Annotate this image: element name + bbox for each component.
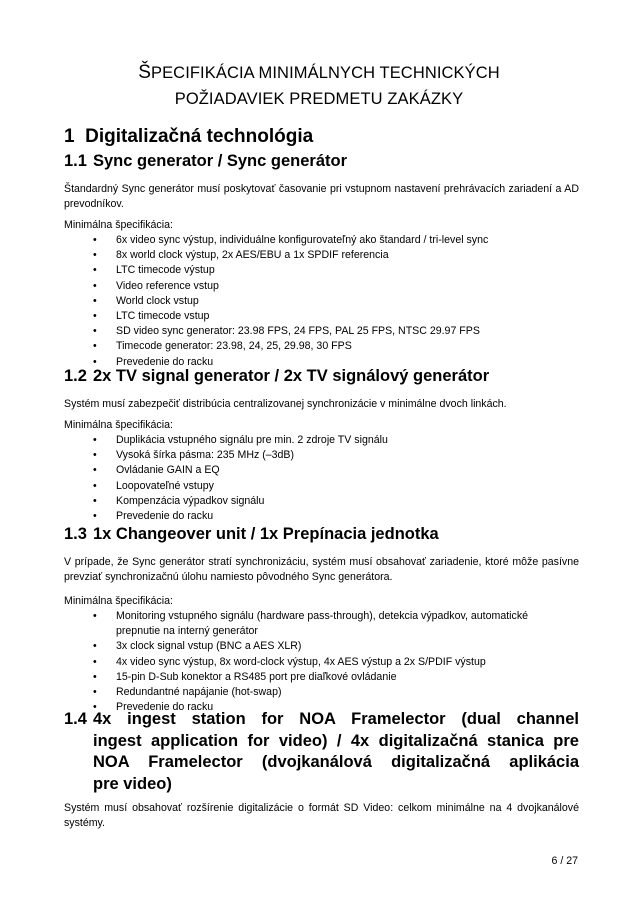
- list-item: • 8x world clock výstup, 2x AES/EBU a 1x SPDIF referencia: [64, 248, 564, 263]
- section-title: Digitalizačná technológia: [85, 126, 314, 147]
- list-item: • Loopovateľné vstupy: [64, 479, 564, 494]
- spec-list-1-1: [64, 233, 564, 370]
- heading-line: ingest application for video) / 4x digitalizačná stanica pre: [93, 731, 579, 750]
- page-number: 6 / 27: [551, 855, 578, 867]
- document-title-line1: [0, 62, 638, 84]
- list-item: • 6x video sync výstup, individuálne konfigurovateľný ako štandard / tri-level sync: [64, 233, 564, 248]
- subsection-1-3-heading: [64, 525, 439, 544]
- subsection-1-2-paragraph: Systém musí zabezpečiť distribúcia centralizovanej synchronizácie v minimálne dvoch linkách.: [64, 398, 507, 410]
- list-item: • Duplikácia vstupného signálu pre min. 2 zdroje TV signálu: [64, 433, 564, 448]
- heading-line: pre video): [93, 774, 172, 793]
- subsection-title: 1x Changeover unit / 1x Prepínacia jednotka: [93, 525, 439, 543]
- list-item: • Ovládanie GAIN a EQ: [64, 463, 564, 478]
- list-item: • LTC timecode výstup: [64, 263, 564, 278]
- subsection-1-1-paragraph: Štandardný Sync generátor musí poskytovať časovanie pri vstupnom nastavení prehrávacích zariadení a AD prevodníkov.: [64, 183, 579, 210]
- list-item: [64, 609, 564, 639]
- list-item: • World clock vstup: [64, 294, 564, 309]
- list-item: • SD video sync generator: 23.98 FPS, 24 FPS, PAL 25 FPS, NTSC 29.97 FPS: [64, 324, 564, 339]
- document-title-line2: POŽIADAVIEK PREDMETU ZAKÁZKY: [174, 90, 464, 108]
- list-item: • Redundantné napájanie (hot-swap): [64, 685, 564, 700]
- list-item: • 4x video sync výstup, 8x word-clock výstup, 4x AES výstup a 2x S/PDIF výstup: [64, 655, 564, 670]
- subsection-number: 1.4: [64, 710, 87, 728]
- subsection-title: Sync generator / Sync generátor: [93, 152, 348, 170]
- heading-line: NOA Framelector (dvojkanálová digitalizačná aplikácia: [93, 753, 579, 771]
- subsection-1-3-paragraph: V prípade, že Sync generátor stratí synchronizáciu, systém musí obsahovať zariadenie, ktoré môže pasívne prevziať synchronizačnú úlohu namiesto pôvodného Sync generátora.: [64, 556, 579, 583]
- heading-line-text: 4x ingest station for NOA Framelector (dual channel: [93, 710, 579, 728]
- spec-label: Minimálna špecifikácia:: [64, 595, 173, 607]
- spec-label: Minimálna špecifikácia:: [64, 419, 173, 431]
- list-item: • 3x clock signal vstup (BNC a AES XLR): [64, 639, 564, 654]
- section-number: 1: [64, 126, 75, 147]
- subsection-number: 1.1: [64, 152, 87, 170]
- subsection-1-2-heading: [64, 367, 489, 386]
- subsection-1-4-heading: [64, 709, 579, 795]
- list-item: • Video reference vstup: [64, 279, 564, 294]
- list-item: • Kompenzácia výpadkov signálu: [64, 494, 564, 509]
- title-initial-cap: Š: [138, 62, 151, 83]
- subsection-number: 1.2: [64, 367, 87, 385]
- list-item: • LTC timecode vstup: [64, 309, 564, 324]
- heading-line: [64, 709, 579, 731]
- spec-list-1-3: [64, 609, 564, 715]
- list-item: • Prevedenie do racku: [64, 355, 564, 370]
- list-item: • 15-pin D-Sub konektor a RS485 port pre diaľkové ovládanie: [64, 670, 564, 685]
- subsection-1-4-paragraph: Systém musí obsahovať rozšírenie digitalizácie o formát SD Video: celkom minimálne na 4 dvojkanálové systémy.: [64, 802, 579, 829]
- list-item-line: • Monitoring vstupného signálu (hardware pass-through), detekcia výpadkov, automatické: [116, 610, 529, 622]
- subsection-title: 2x TV signal generator / 2x TV signálový generátor: [93, 367, 490, 385]
- spec-list-1-2: [64, 433, 564, 524]
- list-item-line: prepnutie na interný generátor: [116, 625, 258, 638]
- list-item: • Timecode generator: 23.98, 24, 25, 29.98, 30 FPS: [64, 339, 564, 354]
- list-item: • Vysoká šírka pásma: 235 MHz (–3dB): [64, 448, 564, 463]
- section-1-heading: [64, 126, 313, 148]
- subsection-1-1-heading: [64, 152, 347, 171]
- list-item: • Prevedenie do racku: [64, 700, 564, 715]
- subsection-number: 1.3: [64, 525, 87, 543]
- title-line1-rest: PECIFIKÁCIA MINIMÁLNYCH TECHNICKÝCH: [150, 64, 500, 82]
- list-item: • Prevedenie do racku: [64, 509, 564, 524]
- spec-label: Minimálna špecifikácia:: [64, 219, 173, 231]
